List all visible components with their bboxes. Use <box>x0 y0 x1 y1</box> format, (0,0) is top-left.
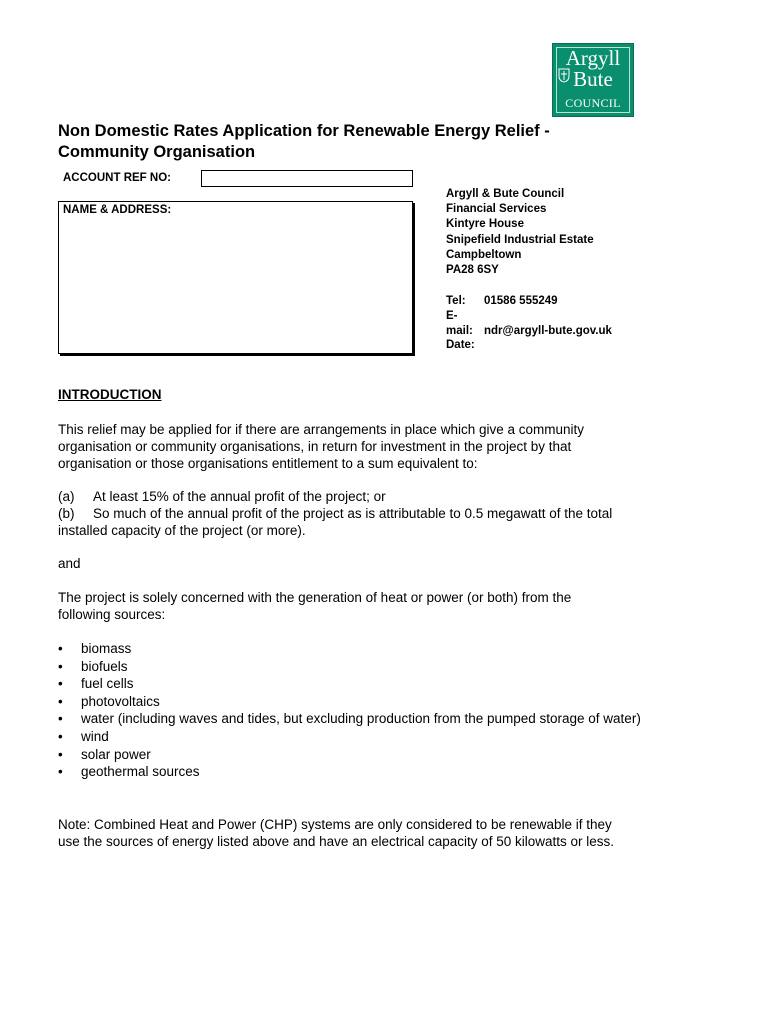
condition-b-text: So much of the annual profit of the project as is attributable to 0.5 megawatt of the total <box>93 506 613 521</box>
and-text: and <box>58 556 81 571</box>
sources-intro-paragraph <box>58 589 708 623</box>
email-value: ndr@argyll-bute.gov.uk <box>484 325 612 338</box>
list-item <box>58 746 708 764</box>
list-item <box>58 763 708 781</box>
paragraph-line: following sources: <box>58 607 166 622</box>
list-item-text: photovoltaics <box>81 693 160 709</box>
address-line: Financial Services <box>446 203 547 216</box>
account-ref-input[interactable] <box>201 170 413 187</box>
list-item-text: solar power <box>81 746 151 762</box>
condition-a-text: At least 15% of the annual profit of the project; or <box>93 489 386 504</box>
address-line: Campbeltown <box>446 248 522 261</box>
name-address-label: NAME & ADDRESS: <box>63 204 172 216</box>
list-item-text: geothermal sources <box>81 764 200 780</box>
name-address-field[interactable] <box>58 201 413 354</box>
list-item <box>58 710 708 728</box>
address-line: Snipefield Industrial Estate <box>446 233 594 246</box>
condition-a-marker: (a) <box>58 489 75 504</box>
bullet-icon: • <box>58 711 63 727</box>
chp-note <box>58 816 708 850</box>
logo-line-2: Bute <box>573 67 613 91</box>
note-line: Note: Combined Heat and Power (CHP) systems are only considered to be renewable if they <box>58 817 612 832</box>
account-ref-label: ACCOUNT REF NO: <box>63 172 171 184</box>
condition-b-marker: (b) <box>58 506 75 521</box>
list-item <box>58 693 708 711</box>
introduction-heading: INTRODUCTION <box>58 387 162 402</box>
argyll-bute-council-logo <box>552 43 634 117</box>
conditions-list <box>58 488 708 539</box>
bullet-icon: • <box>58 764 63 780</box>
tel-value: 01586 555249 <box>484 295 558 307</box>
condition-a <box>58 488 708 505</box>
list-item <box>58 675 708 693</box>
list-item-text: wind <box>81 728 109 744</box>
bullet-icon: • <box>58 746 63 762</box>
list-item-text: biomass <box>81 641 132 656</box>
page-title <box>58 121 638 163</box>
bullet-icon: • <box>58 693 63 709</box>
title-line-2: Community Organisation <box>58 143 256 161</box>
contact-details <box>446 294 612 340</box>
condition-b <box>58 505 708 522</box>
telephone-row <box>446 294 612 309</box>
logo-line-3: COUNCIL <box>565 96 621 110</box>
list-item-text: fuel cells <box>81 676 134 692</box>
note-line: use the sources of energy listed above and have an electrical capacity of 50 kilowatts or less. <box>58 834 615 849</box>
bullet-icon: • <box>58 728 63 744</box>
introduction-paragraph <box>58 421 708 472</box>
bullet-icon: • <box>58 676 63 692</box>
title-line-1: Non Domestic Rates Application for Renewable Energy Relief - <box>58 122 550 140</box>
condition-b-continued: installed capacity of the project (or more). <box>58 523 306 538</box>
energy-sources-list <box>58 640 708 781</box>
list-item <box>58 728 708 746</box>
tel-label: Tel: <box>446 295 466 307</box>
list-item <box>58 658 708 676</box>
paragraph-line: organisation or community organisations, in return for investment in the project by that <box>58 439 572 454</box>
list-item <box>58 640 708 658</box>
council-address <box>446 187 594 278</box>
bullet-icon: • <box>58 641 63 656</box>
date-label: Date: <box>446 339 475 351</box>
paragraph-line: This relief may be applied for if there are arrangements in place which give a community <box>58 422 584 437</box>
logo-line-1: Argyll <box>565 46 621 70</box>
email-label: E-mail: <box>446 310 473 338</box>
address-line: Kintyre House <box>446 218 524 231</box>
paragraph-line: organisation or those organisations entitlement to a sum equivalent to: <box>58 456 478 471</box>
paragraph-line: The project is solely concerned with the generation of heat or power (or both) from the <box>58 590 572 605</box>
email-row <box>446 309 612 339</box>
address-line: PA28 6SY <box>446 264 499 277</box>
list-item-text: biofuels <box>81 658 128 674</box>
list-item-text: water (including waves and tides, but excluding production from the pumped storage of water) <box>81 711 641 727</box>
address-line: Argyll & Bute Council <box>446 188 565 200</box>
bullet-icon: • <box>58 658 63 674</box>
